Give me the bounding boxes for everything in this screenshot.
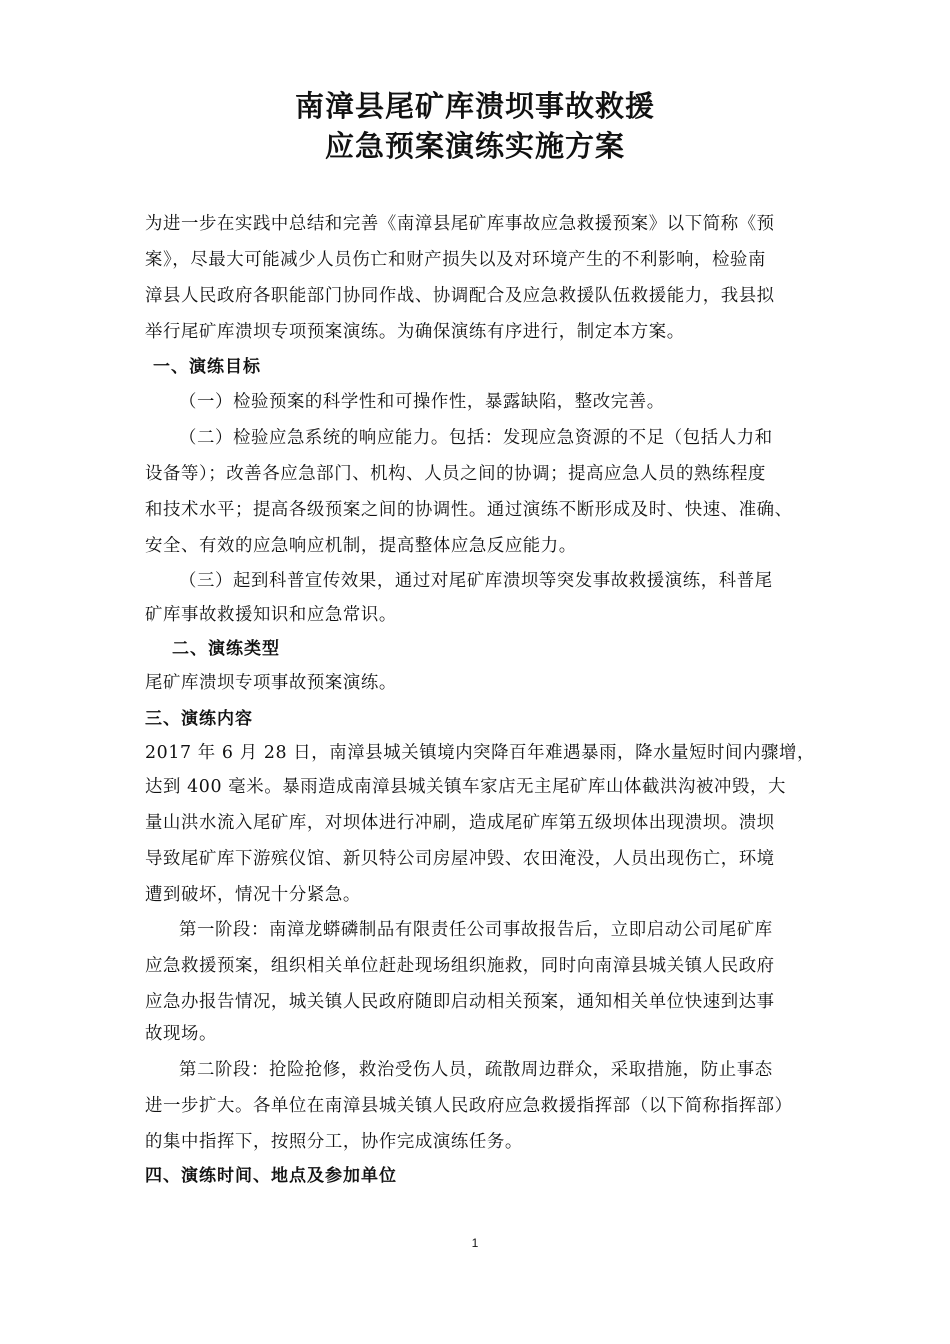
paragraph-line: （一）检验预案的科学性和可操作性，暴露缺陷，整改完善。 [179,392,665,412]
paragraph-line: 和技术水平；提高各级预案之间的协调性。通过演练不断形成及时、快速、准确、 [145,500,793,520]
paragraph-line: 矿库事故救援知识和应急常识。 [145,605,397,625]
intro-line: 举行尾矿库溃坝专项预案演练。为确保演练有序进行，制定本方案。 [145,322,685,342]
intro-line: 漳县人民政府各职能部门协同作战、协调配合及应急救援队伍救援能力，我县拟 [145,286,775,306]
paragraph-line: 导致尾矿库下游殡仪馆、新贝特公司房屋冲毁、农田淹没，人员出现伤亡，环境 [145,849,775,869]
paragraph-line: （二）检验应急系统的响应能力。包括：发现应急资源的不足（包括人力和 [179,428,773,448]
section-heading: 二、演练类型 [172,639,280,659]
paragraph-line: 量山洪水流入尾矿库，对坝体进行冲刷，造成尾矿库第五级坝体出现溃坝。溃坝 [145,813,775,833]
paragraph-line: （三）起到科普宣传效果，通过对尾矿库溃坝等突发事故救援演练，科普尾 [179,571,773,591]
paragraph-line: 遭到破坏，情况十分紧急。 [145,885,361,905]
paragraph-line: 故现场。 [145,1024,217,1044]
document-title-line-2: 应急预案演练实施方案 [324,129,625,163]
paragraph-line: 达到 400 毫米。暴雨造成南漳县城关镇车家店无主尾矿库山体截洪沟被冲毁，大 [145,777,786,797]
paragraph-line: 应急救援预案，组织相关单位赶赴现场组织施救，同时向南漳县城关镇人民政府 [145,956,775,976]
intro-line: 案》，尽最大可能减少人员伤亡和财产损失以及对环境产生的不利影响，检验南 [145,250,766,270]
paragraph-line: 的集中指挥下，按照分工，协作完成演练任务。 [145,1132,523,1152]
paragraph-line: 第一阶段：南漳龙蟒磷制品有限责任公司事故报告后，立即启动公司尾矿库 [179,920,773,940]
page-number: 1 [471,1236,479,1250]
paragraph-line: 安全、有效的应急响应机制，提高整体应急反应能力。 [145,536,577,556]
paragraph-line: 进一步扩大。各单位在南漳县城关镇人民政府应急救援指挥部（以下简称指挥部） [145,1096,793,1116]
intro-line: 为进一步在实践中总结和完善《南漳县尾矿库事故应急救援预案》以下简称《预 [145,214,775,234]
paragraph-line: 应急办报告情况，城关镇人民政府随即启动相关预案，通知相关单位快速到达事 [145,992,775,1012]
paragraph-line: 第二阶段：抢险抢修，救治受伤人员，疏散周边群众，采取措施，防止事态 [179,1060,773,1080]
paragraph-line: 设备等）；改善各应急部门、机构、人员之间的协调；提高应急人员的熟练程度 [145,464,766,484]
paragraph-line: 2017 年 6 月 28 日，南漳县城关镇境内突降百年难遇暴雨，降水量短时间内骤增， [145,743,816,763]
document-title-line-1: 南漳县尾矿库溃坝事故救援 [294,89,655,123]
section-heading: 三、演练内容 [145,709,253,729]
section-heading: 一、演练目标 [153,357,261,377]
section-heading: 四、演练时间、地点及参加单位 [145,1166,397,1186]
paragraph-line: 尾矿库溃坝专项事故预案演练。 [145,673,397,693]
